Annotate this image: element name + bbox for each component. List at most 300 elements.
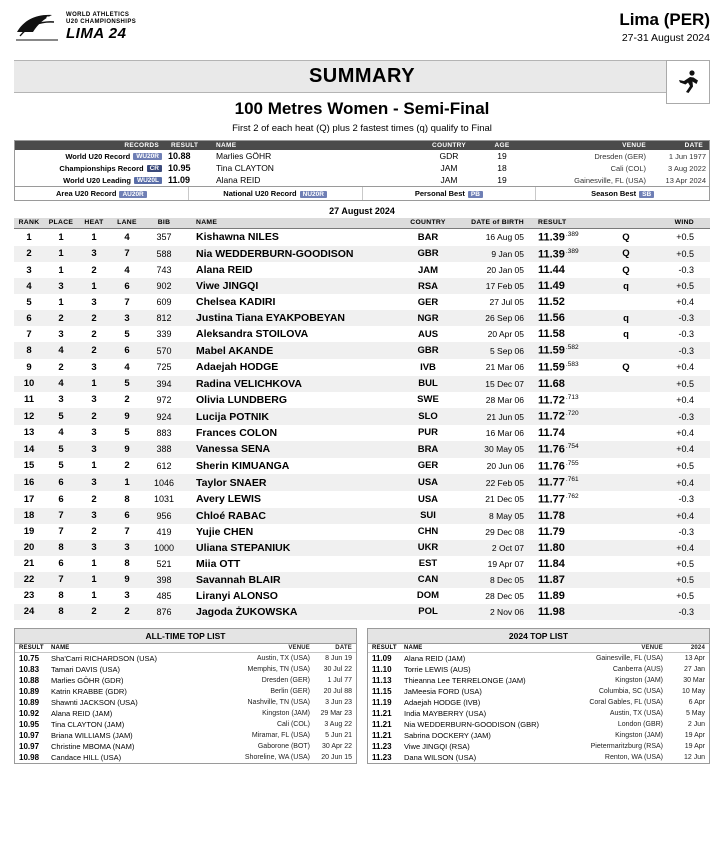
list-item: [368, 719, 709, 730]
cell-place: 3: [58, 394, 64, 406]
cell-place: 5: [44, 408, 78, 425]
table-row: [14, 508, 710, 524]
list-venue: Pietermaritzburg (RSA): [590, 742, 663, 750]
list-name: Sabrina DOCKERY (JAM): [404, 730, 491, 740]
list-item: [368, 664, 709, 675]
cell-lane: 4: [124, 231, 130, 243]
list-venue: Dresden (GER): [261, 676, 310, 684]
season-body: [368, 652, 709, 763]
cell-qualify: [612, 294, 640, 310]
cell-country: GER: [417, 460, 439, 472]
cell-result: 11.56: [532, 310, 612, 326]
cell-heat: 1: [91, 558, 97, 570]
list-item: [368, 686, 709, 697]
record-row: [15, 174, 709, 186]
cell-bib: 521: [156, 558, 172, 569]
cell-bib: 570: [144, 342, 184, 359]
cell-athlete-name: Chelsea KADIRI: [196, 296, 276, 309]
result-thousandths: .754: [565, 442, 579, 450]
summary-title: SUMMARY: [308, 65, 416, 87]
cell-country: USA: [402, 474, 454, 491]
cell-dob: 16 Mar 06: [485, 427, 524, 438]
cell-athlete-name: Jagoda ŻUKOWSKA: [184, 604, 402, 620]
list-name: Katrin KRABBE (GDR): [51, 686, 127, 696]
record-date: 3 Aug 2022: [668, 163, 706, 173]
cell-bib: 902: [144, 278, 184, 294]
cell-wind: +0.4: [676, 427, 694, 438]
cell-rank: 22: [14, 572, 44, 588]
cell-wind: +0.5: [676, 590, 694, 601]
cell-wind: +0.4: [640, 540, 710, 556]
list-result: 11.23: [372, 741, 392, 751]
season-col-name: NAME: [402, 644, 555, 653]
cell-rank: 18: [14, 508, 44, 524]
list-name: Shawnti JACKSON (USA): [51, 697, 138, 707]
cell-wind: -0.3: [640, 408, 710, 425]
list-venue: Gainesville, FL (USA): [595, 654, 663, 662]
cell-rank: 14: [14, 441, 44, 458]
cell-wind: +0.5: [676, 232, 694, 243]
list-date: 27 Jan: [683, 665, 705, 673]
cell-heat: 2: [78, 604, 110, 620]
cell-qualify: [612, 540, 640, 556]
cell-bib: 1031: [153, 494, 175, 505]
cell-place: 1: [58, 231, 64, 243]
cell-result: $11.72^{.720}$: [532, 408, 612, 425]
records-header-records: RECORDS: [15, 141, 165, 150]
table-row: [14, 342, 710, 359]
list-date: 13 Apr: [684, 654, 705, 662]
season-title: 2024 TOP LIST: [368, 629, 709, 644]
records-table: [15, 141, 709, 186]
cell-place: 3: [58, 328, 64, 340]
cell-lane: 4: [124, 361, 130, 373]
cell-result: 11.89: [538, 589, 565, 602]
page-header: [14, 10, 710, 58]
cell-place: 7: [44, 508, 78, 524]
record-age: 19: [497, 175, 507, 185]
list-venue: Shoreline, WA (USA): [244, 753, 310, 761]
list-result: 11.19: [372, 697, 392, 707]
cell-place: 1: [58, 264, 64, 276]
cell-qualify: [612, 556, 640, 572]
cell-lane: 8: [124, 493, 130, 505]
cell-athlete-name: Olivia LUNDBERG: [196, 393, 288, 406]
table-row: [14, 229, 710, 246]
cell-heat: 1: [91, 590, 97, 602]
cell-athlete-name: Nia WEDDERBURN-GOODISON: [184, 246, 402, 263]
cell-place: 4: [44, 376, 78, 392]
list-venue: London (GBR): [617, 720, 663, 728]
cell-qualify: Q: [622, 361, 630, 373]
table-row: [14, 556, 710, 572]
cell-dob: 9 Jan 05: [454, 246, 532, 263]
cell-lane: 7: [124, 296, 130, 308]
cell-qualify: [612, 342, 640, 359]
cell-heat: 3: [78, 246, 110, 263]
cell-dob: 19 Apr 07: [487, 558, 524, 569]
list-venue: Kingston (JAM): [262, 709, 310, 717]
cell-dob: 21 Dec 05: [485, 494, 524, 505]
list-result: 10.98: [19, 752, 40, 762]
list-date: 19 Apr: [684, 742, 705, 750]
record-row: [15, 162, 709, 174]
cell-dob: 15 Dec 07: [454, 376, 532, 392]
result-thousandths: .755: [565, 459, 579, 467]
cell-country: AUS: [417, 328, 439, 340]
cell-bib: 924: [144, 408, 184, 425]
qualification-note: First 2 of each heat (Q) plus 2 fastest times (q) qualify to Final: [232, 123, 492, 134]
cell-country: CHN: [417, 526, 439, 538]
list-venue: Austin, TX (USA): [609, 709, 663, 717]
cell-bib: 394: [144, 376, 184, 392]
cell-result: $11.59^{.583}$: [538, 360, 579, 374]
cell-athlete-name: Uliana STEPANIUK: [184, 540, 402, 556]
list-item: [15, 730, 356, 741]
cell-place: 8: [44, 604, 78, 620]
cell-athlete-name: Viwe JINGQI: [184, 278, 402, 294]
record-country: JAM: [440, 163, 458, 173]
record-label: World U20 Leading: [63, 175, 131, 185]
cell-athlete-name: Liranyi ALONSO: [196, 589, 278, 602]
cell-bib: 485: [156, 590, 172, 601]
cell-athlete-name: Taylor SNAER: [184, 474, 402, 491]
cell-qualify: [612, 458, 640, 475]
list-result: 11.10: [372, 664, 392, 674]
cell-lane: 6: [110, 508, 144, 524]
cell-wind: +0.5: [676, 460, 694, 471]
cell-wind: -0.3: [678, 494, 694, 505]
cell-country: PUR: [417, 427, 439, 439]
list-name: Alana REID (JAM): [51, 708, 113, 718]
list-item: [368, 652, 709, 664]
cell-lane: 2: [110, 604, 144, 620]
list-item: [368, 741, 709, 752]
cell-wind: -0.3: [640, 342, 710, 359]
list-venue: Renton, WA (USA): [604, 753, 663, 761]
list-date: 20 Jun 15: [321, 753, 352, 761]
cell-rank: 21: [23, 558, 35, 570]
cell-bib: 883: [156, 427, 172, 438]
cell-country: NGR: [402, 310, 454, 326]
all-time-col-name: NAME: [49, 644, 202, 653]
cell-rank: 8: [14, 342, 44, 359]
list-venue: Coral Gables, FL (USA): [589, 698, 663, 706]
list-result: 10.89: [19, 686, 40, 696]
list-result: 10.83: [19, 664, 40, 674]
cell-lane: 3: [110, 310, 144, 326]
cell-result: 11.78: [532, 508, 612, 524]
list-item: [15, 741, 356, 752]
cell-country: BUL: [402, 376, 454, 392]
result-thousandths: .720: [565, 410, 579, 418]
cell-lane: 5: [110, 376, 144, 392]
cell-result: $11.76^{.754}$: [532, 441, 612, 458]
cell-qualify: [612, 441, 640, 458]
table-row: [14, 604, 710, 620]
list-name: Candace HILL (USA): [51, 752, 122, 762]
cell-dob: 20 Apr 05: [487, 329, 524, 340]
result-thousandths: .389: [565, 231, 579, 238]
list-result: 11.21: [372, 719, 392, 729]
table-row: [14, 359, 710, 376]
table-row: [14, 572, 710, 588]
cell-country: IVB: [420, 361, 436, 373]
table-row: [14, 246, 710, 263]
cell-result: $11.72^{.713}$: [538, 393, 579, 407]
cell-qualify: [612, 408, 640, 425]
list-item: [368, 697, 709, 708]
list-date: 10 May: [682, 687, 705, 695]
cell-athlete-name: Chloé RABAC: [184, 508, 402, 524]
col-lane: LANE: [110, 218, 144, 229]
record-name: Alana REID: [216, 175, 261, 185]
legend-tag: SB: [639, 191, 654, 198]
cell-result: 11.58: [538, 328, 565, 341]
list-result: 11.21: [372, 708, 392, 718]
cell-country: RSA: [402, 278, 454, 294]
list-date: 6 Apr: [688, 698, 705, 706]
cell-country: BAR: [417, 231, 439, 243]
cell-qualify: [612, 425, 640, 441]
all-time-top-list: [14, 628, 357, 764]
cell-heat: 1: [78, 278, 110, 294]
record-label: World U20 Record: [65, 151, 131, 161]
cell-lane: 7: [124, 526, 130, 538]
cell-bib: 609: [156, 297, 172, 308]
list-result: 11.21: [372, 730, 392, 740]
cell-athlete-name: Kishawna NILES: [196, 231, 279, 244]
record-result: 11.09: [168, 175, 191, 185]
cell-wind: -0.3: [678, 526, 694, 537]
records-header-country: COUNTRY: [413, 141, 485, 150]
col-qualify: [612, 218, 640, 229]
list-name: Marlies GÖHR (GDR): [51, 675, 124, 685]
cell-lane: 1: [110, 474, 144, 491]
col-rank: RANK: [14, 218, 44, 229]
season-col-result: RESULT: [368, 644, 402, 653]
cell-dob: 27 Jul 05: [489, 297, 524, 308]
venue-city: Lima (PER): [619, 10, 710, 29]
record-row: [15, 150, 709, 162]
cell-dob: 2 Oct 07: [454, 540, 532, 556]
cell-heat: 2: [78, 408, 110, 425]
cell-qualify: [612, 474, 640, 491]
records-header-venue: VENUE: [519, 141, 649, 150]
cell-place: 4: [58, 427, 64, 439]
record-venue: Dresden (GER): [594, 151, 646, 161]
summary-bar: [14, 60, 710, 93]
cell-lane: 2: [124, 460, 130, 472]
records-header-row: [15, 141, 709, 150]
list-date: 8 Jun 19: [325, 654, 352, 662]
cell-athlete-name: Justina Tiana EYAKPOBEYAN: [184, 310, 402, 326]
cell-heat: 2: [91, 264, 97, 276]
cell-athlete-name: Savannah BLAIR: [184, 572, 402, 588]
cell-rank: 20: [14, 540, 44, 556]
list-result: 10.95: [19, 719, 40, 729]
cell-heat: 1: [91, 231, 97, 243]
all-time-col-date: DATE: [312, 644, 356, 653]
list-date: 30 Mar: [683, 676, 705, 684]
cell-place: 6: [58, 558, 64, 570]
logo-text: [66, 12, 136, 41]
cell-wind: +0.4: [640, 474, 710, 491]
cell-lane: 4: [124, 264, 130, 276]
list-name: JaMeesia FORD (USA): [404, 686, 482, 696]
all-time-table: [15, 644, 356, 763]
cell-result: 11.68: [532, 376, 612, 392]
table-row: [14, 326, 710, 342]
records-header-result: RESULT: [165, 141, 213, 150]
list-date: 3 Jun 23: [325, 698, 352, 706]
cell-athlete-name: Adaejah HODGE: [196, 361, 279, 374]
table-row: [14, 524, 710, 540]
cell-dob: 5 Sep 06: [454, 342, 532, 359]
cell-bib: 398: [144, 572, 184, 588]
sprinter-icon: [666, 60, 710, 104]
cell-heat: 1: [78, 572, 110, 588]
cell-heat: 2: [78, 310, 110, 326]
list-item: [15, 652, 356, 664]
table-row: [14, 392, 710, 409]
list-venue: Gaborone (BOT): [257, 742, 310, 750]
result-thousandths: .583: [565, 360, 579, 368]
cell-qualify: [612, 572, 640, 588]
cell-place: 4: [44, 342, 78, 359]
summary-section: [14, 60, 710, 134]
venue-block: [619, 10, 710, 44]
cell-bib: 972: [156, 394, 172, 405]
list-date: 20 Jul 88: [323, 687, 352, 695]
legend-tag: PB: [468, 191, 483, 198]
cell-qualify: Q: [622, 264, 630, 276]
record-name: Marlies GÖHR: [216, 151, 272, 161]
season-top-list: [367, 628, 710, 764]
cell-qualify: q: [612, 278, 640, 294]
cell-wind: +0.5: [640, 278, 710, 294]
legend-national-u20-record: National U20 Record NU20R: [189, 187, 363, 200]
list-venue: Kingston (JAM): [615, 731, 663, 739]
cell-athlete-name: Miia OTT: [196, 557, 241, 570]
legend-tag: NU20R: [300, 191, 327, 198]
list-result: 10.88: [19, 675, 40, 685]
cell-result: 11.79: [538, 525, 565, 538]
cell-wind: +0.4: [640, 441, 710, 458]
cell-athlete-name: Alana REID: [196, 264, 253, 277]
cell-result: $11.39^{.389}$: [532, 246, 612, 263]
cell-qualify: [612, 604, 640, 620]
list-item: [15, 752, 356, 763]
season-header-row: [368, 644, 709, 653]
cell-rank: 11: [23, 394, 35, 406]
cell-bib: 339: [156, 329, 172, 340]
result-thousandths: .582: [565, 344, 579, 352]
record-age: 18: [497, 163, 507, 173]
cell-athlete-name: Sherin KIMUANGA: [196, 459, 290, 472]
cell-wind: +0.5: [640, 376, 710, 392]
cell-qualify: [612, 508, 640, 524]
cell-qualify: q: [612, 310, 640, 326]
list-item: [15, 697, 356, 708]
list-result: 11.13: [372, 675, 392, 685]
results-header-row: [14, 218, 710, 229]
all-time-title: ALL-TIME TOP LIST: [15, 629, 356, 644]
record-age: 19: [497, 151, 507, 161]
cell-wind: +0.4: [676, 362, 694, 373]
cell-wind: -0.3: [640, 310, 710, 326]
cell-qualify: [612, 588, 640, 604]
cell-dob: 28 Dec 05: [485, 590, 524, 601]
cell-athlete-name: Avery LEWIS: [196, 493, 261, 506]
cell-wind: -0.3: [640, 604, 710, 620]
list-date: 12 Jun: [683, 753, 705, 761]
cell-rank: 1: [26, 231, 32, 243]
cell-qualify: [612, 376, 640, 392]
list-name: Adaejah HODGE (IVB): [404, 697, 481, 707]
cell-qualify: [612, 491, 640, 508]
record-name: Tina CLAYTON: [216, 163, 274, 173]
all-time-col-result: RESULT: [15, 644, 49, 653]
cell-wind: +0.5: [640, 572, 710, 588]
cell-lane: 6: [110, 342, 144, 359]
cell-dob: 20 Jan 05: [486, 265, 524, 276]
table-row: [14, 491, 710, 508]
cell-rank: 23: [23, 590, 35, 602]
record-venue: Cali (COL): [610, 163, 646, 173]
records-legend: [15, 186, 709, 200]
cell-rank: 6: [14, 310, 44, 326]
cell-result: 11.49: [532, 278, 612, 294]
list-name: Dana WILSON (USA): [404, 752, 477, 762]
table-row: [14, 294, 710, 310]
cell-rank: 17: [23, 493, 35, 505]
col-country: COUNTRY: [402, 218, 454, 229]
cell-place: 7: [58, 526, 64, 538]
cell-athlete-name: Yujie CHEN: [196, 525, 254, 538]
cell-wind: +0.4: [676, 297, 694, 308]
cell-heat: 3: [78, 441, 110, 458]
cell-rank: 12: [14, 408, 44, 425]
list-result: 10.97: [19, 741, 40, 751]
cell-wind: -0.3: [678, 329, 694, 340]
cell-heat: 2: [91, 328, 97, 340]
cell-place: 1: [44, 246, 78, 263]
results-table: [14, 218, 710, 620]
legend-area-u20-record: Area U20 Record AU20R: [15, 187, 189, 200]
table-row: [14, 588, 710, 604]
list-name: Christine MBOMA (NAM): [51, 741, 135, 751]
list-name: Tina CLAYTON (JAM): [51, 719, 125, 729]
list-name: Sha'Carri RICHARDSON (USA): [51, 653, 158, 663]
list-result: 11.15: [372, 686, 392, 696]
cell-athlete-name: Radina VELICHKOVA: [184, 376, 402, 392]
table-row: [14, 408, 710, 425]
list-item: [15, 675, 356, 686]
table-row: [14, 425, 710, 441]
list-date: 30 Jul 22: [323, 665, 352, 673]
cell-place: 8: [44, 540, 78, 556]
list-venue: Berlin (GER): [270, 687, 310, 695]
cell-dob: 22 Feb 05: [454, 474, 532, 491]
season-table: [368, 644, 709, 763]
cell-heat: 2: [91, 526, 97, 538]
cell-heat: 3: [91, 361, 97, 373]
event-title: 100 Metres Women - Semi-Final: [234, 99, 490, 118]
record-label: Championships Record: [59, 163, 144, 173]
col-wind: WIND: [640, 218, 710, 229]
results-body: [14, 229, 710, 620]
